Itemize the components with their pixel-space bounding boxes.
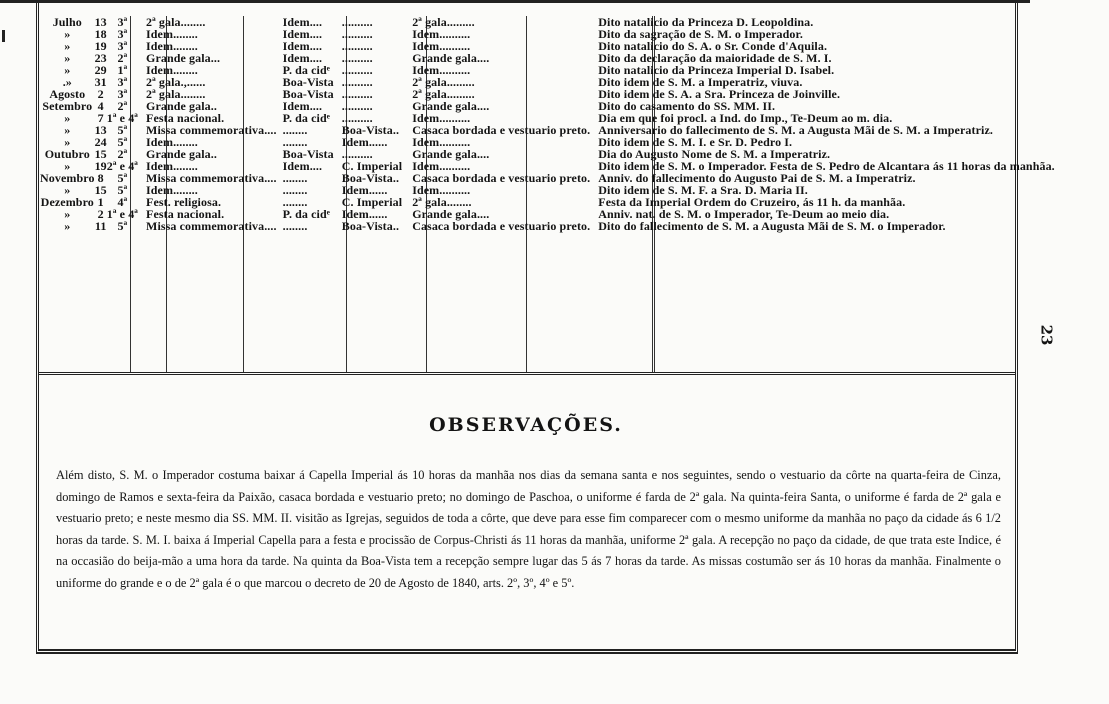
occasion-cell: Dito natalicio da Princeza Imperial D. Isabel.	[598, 63, 835, 77]
place-cell: ........	[282, 171, 308, 185]
dress-cell: Missa commemorativa....	[146, 219, 277, 233]
day-cell: 13	[94, 123, 107, 137]
day-cell: 15	[94, 147, 107, 161]
section-separator	[38, 372, 1016, 375]
attire-cell: Casaca bordada e vestuario preto.	[412, 123, 591, 137]
dress-cell: Idem........	[146, 183, 198, 197]
table-row	[40, 220, 1055, 232]
venue-cell: ..........	[341, 87, 373, 101]
month-cell: »	[64, 159, 71, 173]
occasion-cell: Dito idem de S. M. a Imperatriz, viuva.	[598, 75, 803, 89]
class-cell: 3ª	[117, 27, 128, 41]
month-cell: »	[64, 111, 71, 125]
occasion-cell: Dito do casamento do SS. MM. II.	[598, 99, 776, 113]
class-cell: 1ª	[117, 63, 128, 77]
attire-cell: Grande gala....	[412, 51, 490, 65]
venue-cell: ..........	[341, 51, 373, 65]
month-cell: »	[64, 51, 71, 65]
place-cell: ........	[282, 183, 308, 197]
occasion-cell: Dito idem de S. M. F. a Sra. D. Maria II.	[598, 183, 808, 197]
venue-cell: Boa-Vista..	[341, 123, 400, 137]
occasion-cell: Dito do fallecimento de S. M. a Augusta Mãi de S. M. o Imperador.	[598, 219, 946, 233]
month-cell: »	[64, 207, 71, 221]
venue-cell: Boa-Vista..	[341, 171, 400, 185]
month-cell: »	[64, 123, 71, 137]
day-cell: 19	[94, 159, 107, 173]
day-cell: 11	[94, 219, 107, 233]
class-cell: 5ª	[117, 219, 128, 233]
day-cell: 23	[94, 51, 107, 65]
occasion-cell: Festa da Imperial Ordem do Cruzeiro, ás 11 h. da manhãa.	[598, 195, 906, 209]
month-cell: »	[64, 219, 71, 233]
attire-cell: 2ª gala........	[412, 195, 472, 209]
occasion-cell: Dito da declaração da maioridade de S. M. I.	[598, 51, 832, 65]
place-cell: P. da cidᵉ	[282, 63, 330, 77]
place-cell: Idem....	[282, 15, 323, 29]
place-cell: Idem....	[282, 39, 323, 53]
attire-cell: Idem..........	[412, 111, 471, 125]
occasion-cell: Dia do Augusto Nome de S. M. a Imperatriz.	[598, 147, 831, 161]
occasion-cell: Anniv. do fallecimento do Augusto Pai de S. M. a Imperatriz.	[598, 171, 916, 185]
day-cell: 13	[94, 15, 107, 29]
class-cell: 5ª	[117, 183, 128, 197]
venue-cell: C. Imperial	[341, 195, 403, 209]
venue-cell: ..........	[341, 39, 373, 53]
day-cell: 29	[94, 63, 107, 77]
place-cell: ........	[282, 123, 308, 137]
attire-cell: Idem..........	[412, 159, 471, 173]
day-cell: 7	[97, 111, 104, 125]
month-cell: .»	[62, 75, 72, 89]
place-cell: Idem....	[282, 99, 323, 113]
dress-cell: Grande gala..	[146, 147, 217, 161]
day-cell: 2	[97, 87, 104, 101]
dress-cell: Idem........	[146, 27, 198, 41]
dress-cell: 2ª gala........	[146, 15, 206, 29]
attire-cell: Idem..........	[412, 39, 471, 53]
dress-cell: Fest. religiosa.	[146, 195, 222, 209]
observations-text: Além disto, S. M. o Imperador costuma baixar á Capella Imperial ás 10 horas da manhãa nos dias da semana santa e nos seguintes, sendo o vestuario da côrte na quarta-feira de Cinza, domingo de Ramos e sexta-feira da Paixão, casaca bordada e vestuario preto; no domingo de Paschoa, o uniforme é farda de 2ª gala. Na quinta-feira Santa, o uniforme é farda de 2ª gala e vestuario preto; e neste mesmo dia SS. MM. II. visitão as Igrejas, seguidos de toda a côrte, que deve para esse fim comparecer com o mesmo uniforme da manhãa no paço da cidade ás 6 1/2 horas da tarde. S. M. I. baixa á Imperial Capella para a festa e procissão de Corpus-Christi ás 11 horas da manhãa, uniforme 2ª gala. A recepção no paço da cidade, de que trata este Indice, é na occasião do beija-mão a uma hora da tarde. Na quinta da Boa-Vista tem a recepção sempre lugar das 5 ás 7 horas da tarde. As missas costumão ser ás 10 horas da manhãa. Finalmente o uniforme do grande e o de 2ª gala é o que marcou o decreto de 20 de Agosto de 1840, arts. 2º, 3º, 4º e 5º.	[56, 468, 1001, 590]
day-cell: 15	[94, 183, 107, 197]
class-cell: 3ª	[117, 75, 128, 89]
attire-cell: Idem..........	[412, 135, 471, 149]
dress-cell: Missa commemorativa....	[146, 123, 277, 137]
dress-cell: 2ª gala.,......	[146, 75, 206, 89]
place-cell: Boa-Vista	[282, 75, 334, 89]
day-cell: 24	[94, 135, 107, 149]
place-cell: Boa-Vista	[282, 87, 334, 101]
place-cell: ........	[282, 219, 308, 233]
day-cell: 1	[97, 195, 104, 209]
dress-cell: Idem........	[146, 63, 198, 77]
margin-mark	[2, 30, 5, 42]
place-cell: Boa-Vista	[282, 147, 334, 161]
class-cell: 2ª	[117, 51, 128, 65]
venue-cell: ..........	[341, 111, 373, 125]
venue-cell: Idem......	[341, 207, 388, 221]
dress-cell: 2ª gala........	[146, 87, 206, 101]
attire-cell: Grande gala....	[412, 147, 490, 161]
class-cell: 5ª	[117, 123, 128, 137]
class-cell: 1ª e 4ª	[106, 111, 139, 125]
place-cell: Idem....	[282, 51, 323, 65]
venue-cell: ..........	[341, 99, 373, 113]
page-number: 23	[1037, 324, 1056, 346]
attire-cell: Idem..........	[412, 63, 471, 77]
day-cell: 2	[97, 207, 104, 221]
month-cell: »	[64, 63, 71, 77]
dress-cell: Festa nacional.	[146, 111, 225, 125]
month-cell: Julho	[52, 15, 82, 29]
dress-cell: Idem........	[146, 135, 198, 149]
month-cell: »	[64, 39, 71, 53]
attire-cell: Casaca bordada e vestuario preto.	[412, 219, 591, 233]
dress-cell: Missa commemorativa....	[146, 171, 277, 185]
attire-cell: 2ª gala.........	[412, 87, 475, 101]
venue-cell: ..........	[341, 147, 373, 161]
venue-cell: Idem......	[341, 135, 388, 149]
venue-cell: ..........	[341, 27, 373, 41]
occasion-cell: Anniv. nat. de S. M. o Imperador, Te-Deum ao meio dia.	[598, 207, 890, 221]
dress-cell: Idem........	[146, 159, 198, 173]
day-cell: 8	[97, 171, 104, 185]
class-cell: 2ª e 4ª	[106, 159, 139, 173]
venue-cell: ..........	[341, 15, 373, 29]
place-cell: P. da cidᵉ	[282, 111, 330, 125]
attire-cell: 2ª gala.........	[412, 75, 475, 89]
venue-cell: C. Imperial	[341, 159, 403, 173]
place-cell: ........	[282, 135, 308, 149]
day-cell: 31	[94, 75, 107, 89]
attire-cell: Casaca bordada e vestuario preto.	[412, 171, 591, 185]
dress-cell: Idem........	[146, 39, 198, 53]
place-cell: P. da cidᵉ	[282, 207, 330, 221]
occasion-cell: Dito idem de S. M. o Imperador. Festa de S. Pedro de Alcantara ás 11 horas da manhãa.	[598, 159, 1055, 173]
month-cell: Setembro	[42, 99, 93, 113]
occasion-cell: Dito da sagração de S. M. o Imperador.	[598, 27, 803, 41]
month-cell: Novembro	[40, 171, 95, 185]
occasion-cell: Anniversario do fallecimento de S. M. a Augusta Mãi de S. M. a Imperatriz.	[598, 123, 993, 137]
attire-cell: Grande gala....	[412, 99, 490, 113]
occasion-cell: Dito idem de S. A. a Sra. Princeza de Joinville.	[598, 87, 841, 101]
class-cell: 2ª	[117, 99, 128, 113]
day-cell: 4	[97, 99, 104, 113]
month-cell: »	[64, 183, 71, 197]
calendar-table-area	[40, 15, 1055, 372]
attire-cell: 2ª gala.........	[412, 15, 475, 29]
occasion-cell: Dito natalicio do S. A. o Sr. Conde d'Aquila.	[598, 39, 828, 53]
month-cell: »	[64, 135, 71, 149]
place-cell: Idem....	[282, 159, 323, 173]
venue-cell: ..........	[341, 75, 373, 89]
month-cell: »	[64, 27, 71, 41]
class-cell: 1ª e 4ª	[106, 207, 139, 221]
venue-cell: Boa-Vista..	[341, 219, 400, 233]
month-cell: Agosto	[49, 87, 86, 101]
dress-cell: Festa nacional.	[146, 207, 225, 221]
attire-cell: Idem..........	[412, 27, 471, 41]
observations-title: OBSERVAÇÕES.	[429, 414, 623, 436]
calendar-table	[40, 16, 1055, 232]
occasion-cell: Dito natalicio da Princeza D. Leopoldina.	[598, 15, 814, 29]
class-cell: 3ª	[117, 39, 128, 53]
class-cell: 5ª	[117, 171, 128, 185]
place-cell: Idem....	[282, 27, 323, 41]
venue-cell: Idem......	[341, 183, 388, 197]
class-cell: 3ª	[117, 15, 128, 29]
class-cell: 5ª	[117, 135, 128, 149]
venue-cell: ..........	[341, 63, 373, 77]
day-cell: 18	[94, 27, 107, 41]
occasion-cell: Dia em que foi procl. a Ind. do Imp., Te-Deum ao m. dia.	[598, 111, 893, 125]
attire-cell: Idem..........	[412, 183, 471, 197]
dress-cell: Grande gala...	[146, 51, 221, 65]
day-cell: 19	[94, 39, 107, 53]
place-cell: ........	[282, 195, 308, 209]
occasion-cell: Dito idem de S. M. I. e Sr. D. Pedro I.	[598, 135, 793, 149]
class-cell: 2ª	[117, 147, 128, 161]
month-cell: Outubro	[44, 147, 90, 161]
dress-cell: Grande gala..	[146, 99, 217, 113]
class-cell: 3ª	[117, 87, 128, 101]
class-cell: 4ª	[117, 195, 128, 209]
month-cell: Dezembro	[40, 195, 94, 209]
attire-cell: Grande gala....	[412, 207, 490, 221]
